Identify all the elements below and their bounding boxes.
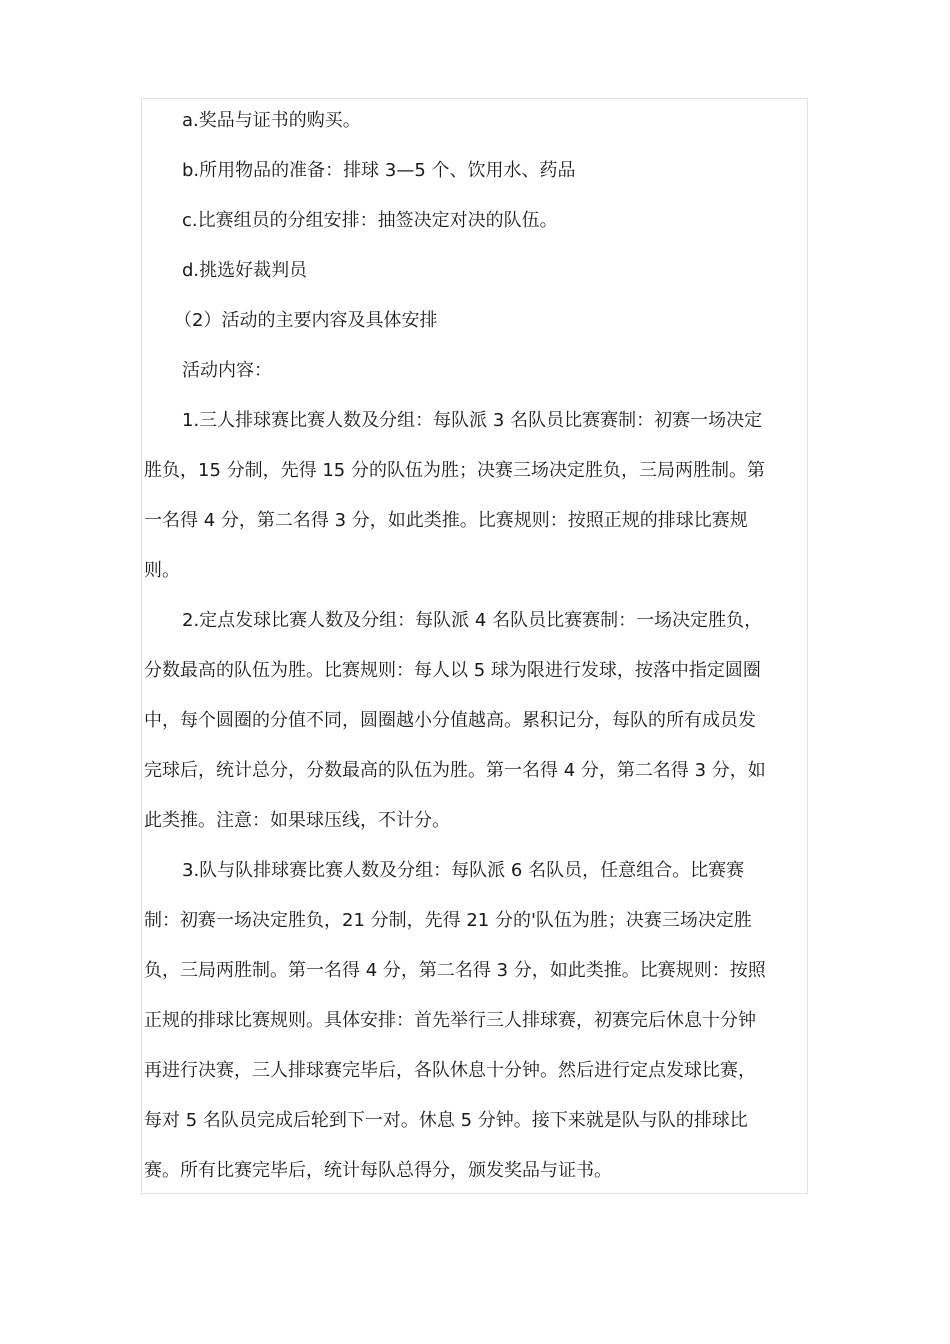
- paragraph-line: 1.三人排球赛比赛人数及分组：每队派 3 名队员比赛赛制：初赛一场决定: [182, 410, 763, 431]
- prep-item-b: b.所用物品的准备：排球 3—5 个、饮用水、药品: [182, 160, 576, 181]
- paragraph-line: 则。: [144, 560, 180, 581]
- paragraph-2: [144, 596, 804, 846]
- prep-item-c: c.比赛组员的分组安排：抽签决定对决的队伍。: [182, 210, 558, 231]
- paragraph-line: 正规的排球比赛规则。具体安排：首先举行三人排球赛，初赛完后休息十分钟: [144, 1010, 756, 1031]
- paragraph-line: 中，每个圆圈的分值不同，圆圈越小分值越高。累积记分，每队的所有成员发: [144, 710, 756, 731]
- paragraph-line: 此类推。注意：如果球压线，不计分。: [144, 810, 450, 831]
- paragraph-line: 赛。所有比赛完毕后，统计每队总得分，颁发奖品与证书。: [144, 1160, 612, 1181]
- paragraph-line: 2.定点发球比赛人数及分组：每队派 4 名队员比赛赛制：一场决定胜负，: [182, 610, 763, 631]
- prep-item-d: d.挑选好裁判员: [182, 260, 308, 281]
- prep-item-a: a.奖品与证书的购买。: [182, 110, 361, 131]
- paragraph-1: [144, 396, 804, 596]
- paragraph-line: 负，三局两胜制。第一名得 4 分，第二名得 3 分，如此类推。比赛规则：按照: [144, 960, 766, 981]
- paragraph-line: 再进行决赛，三人排球赛完毕后，各队休息十分钟。然后进行定点发球比赛，: [144, 1060, 756, 1081]
- paragraph-line: 每对 5 名队员完成后轮到下一对。休息 5 分钟。接下来就是队与队的排球比: [144, 1110, 748, 1131]
- paragraph-line: 分数最高的队伍为胜。比赛规则：每人以 5 球为限进行发球，按落中指定圆圈: [144, 660, 761, 681]
- paragraph-3: [144, 846, 804, 1196]
- paragraph-line: 制：初赛一场决定胜负，21 分制，先得 21 分的'队伍为胜；决赛三场决定胜: [144, 910, 752, 931]
- document-body: [144, 96, 804, 1196]
- content-label: 活动内容：: [182, 360, 272, 381]
- paragraph-line: 3.队与队排球赛比赛人数及分组：每队派 6 名队员，任意组合。比赛赛: [182, 860, 745, 881]
- section-heading: （2）活动的主要内容及具体安排: [174, 310, 438, 331]
- paragraph-line: 胜负，15 分制，先得 15 分的队伍为胜；决赛三场决定胜负，三局两胜制。第: [144, 460, 765, 481]
- paragraph-line: 一名得 4 分，第二名得 3 分，如此类推。比赛规则：按照正规的排球比赛规: [144, 510, 748, 531]
- paragraph-line: 完球后，统计总分，分数最高的队伍为胜。第一名得 4 分，第二名得 3 分，如: [144, 760, 766, 781]
